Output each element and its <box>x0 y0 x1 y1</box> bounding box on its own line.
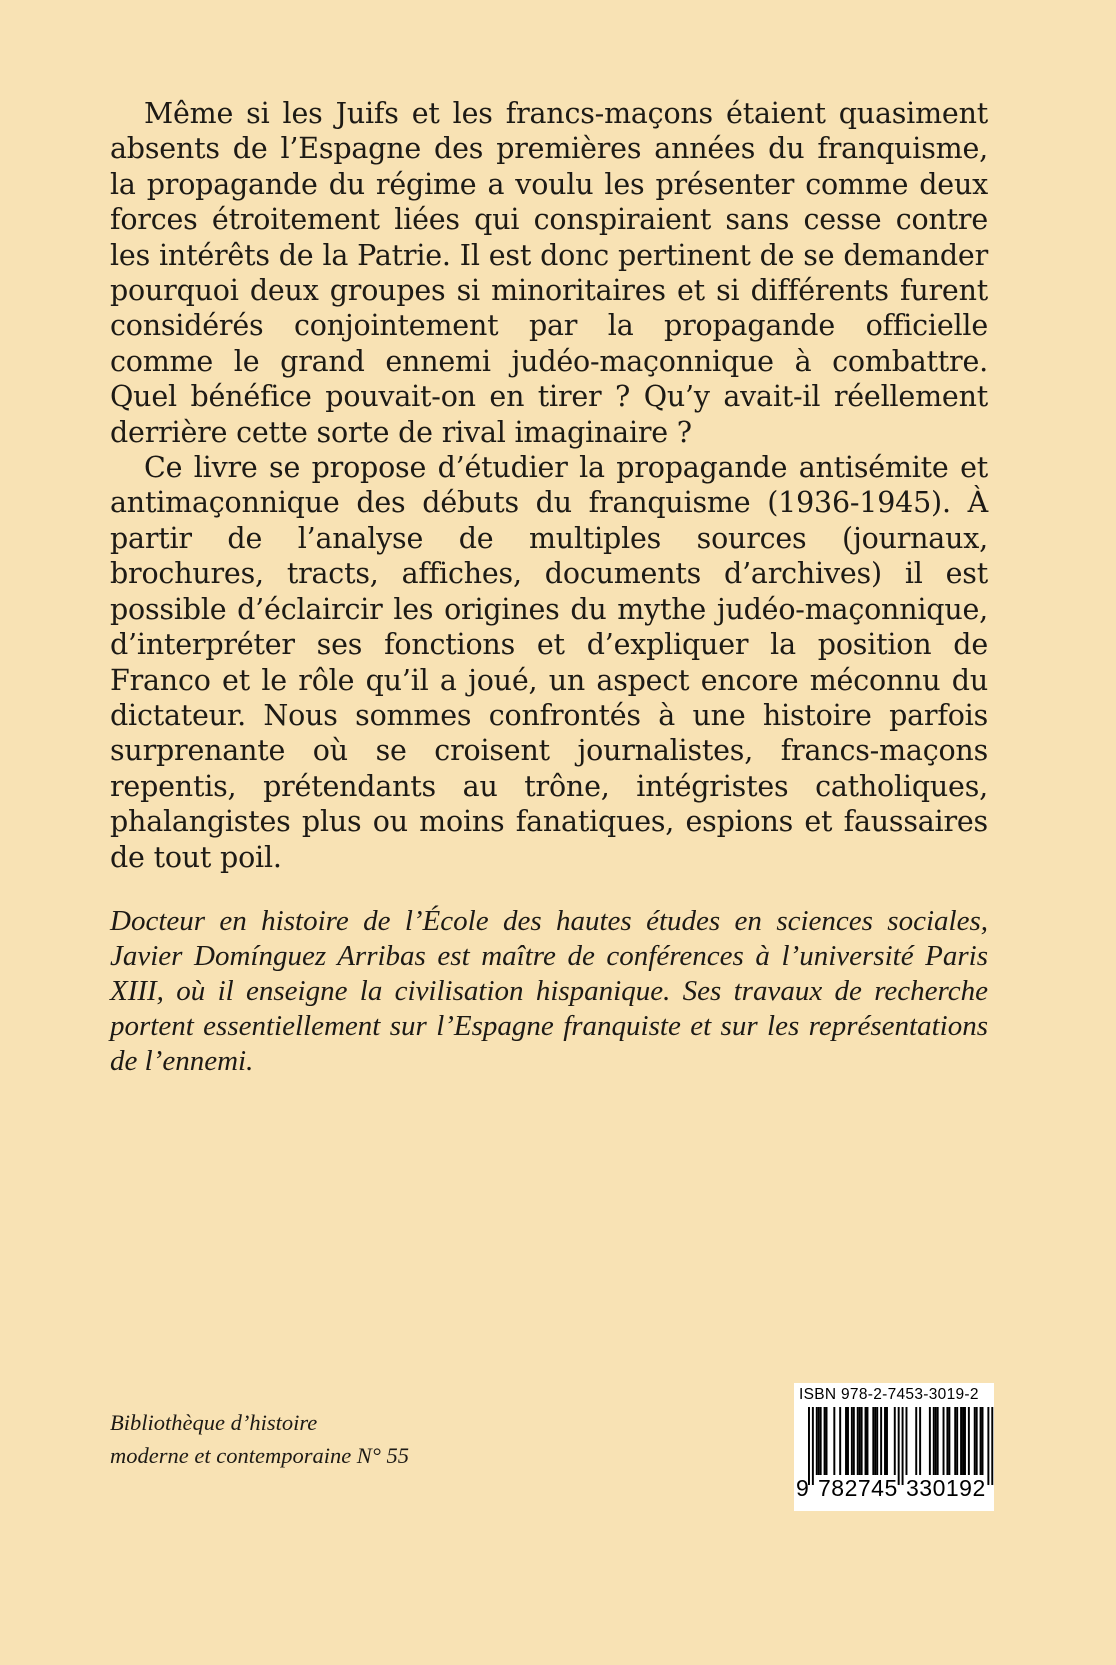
barcode-bar <box>906 1407 908 1475</box>
barcode-bar <box>898 1407 900 1485</box>
barcode-bar <box>962 1407 964 1475</box>
barcode-bar <box>946 1407 948 1475</box>
barcode-bar <box>872 1407 874 1475</box>
barcode-bar <box>853 1407 855 1475</box>
series-title <box>110 1406 630 1472</box>
barcode-bar <box>964 1407 966 1475</box>
barcode-bar <box>976 1407 978 1475</box>
barcode-bar <box>847 1407 849 1475</box>
isbn-label: ISBN 978-2-7453-3019-2 <box>799 1386 979 1403</box>
ean-right-digits: 330192 <box>906 1475 986 1501</box>
barcode-bar <box>816 1407 818 1475</box>
barcode-bar <box>915 1407 917 1475</box>
barcode-bar <box>865 1407 867 1475</box>
barcode-bar <box>824 1407 826 1475</box>
barcode-bar <box>859 1407 861 1475</box>
ean-left-digits: 782745 <box>818 1475 898 1501</box>
isbn-barcode <box>794 1383 994 1511</box>
series-line-2: moderne et contemporaine N° 55 <box>110 1443 409 1468</box>
ean-first-digit: 9 <box>796 1475 810 1501</box>
barcode-bar <box>826 1407 828 1475</box>
barcode-bar <box>857 1407 859 1475</box>
barcode-bar <box>884 1407 886 1475</box>
barcode-bar <box>933 1407 935 1475</box>
barcode-bar <box>943 1407 945 1475</box>
barcode-bar <box>948 1407 950 1475</box>
barcode-bar <box>839 1407 841 1475</box>
barcode-bar <box>867 1407 869 1475</box>
barcode-bar <box>929 1407 931 1475</box>
barcode-bar <box>880 1407 882 1475</box>
barcode-bar <box>886 1407 888 1475</box>
barcode-bar <box>956 1407 958 1475</box>
barcode-bar <box>982 1407 984 1475</box>
barcode-bar <box>968 1407 970 1475</box>
blurb-paragraph-2: Ce livre se propose d’étudier la propagande antisémite et antimaçonnique des débuts du franquisme (1936-1945). À partir de l’analyse de multiples sources (journaux, brochures, tracts, affiches, documents d’archives) il est possible d’éclaircir les origines du mythe judéo-maçonnique, d’interpréter ses fonctions et d’expliquer la position de Franco et le rôle qu’il a joué, un aspect encore méconnu du dictateur. Nous sommes confrontés à une histoire parfois surprenante où se croisent journalistes, francs-maçons repentis, prétendants au trône, intégristes catholiques, phalangistes plus ou moins fanatiques, espions et faussaires de tout poil. <box>110 451 988 874</box>
barcode-bar <box>991 1407 993 1485</box>
barcode-bar <box>919 1407 921 1475</box>
barcode-bar <box>987 1407 989 1485</box>
barcode-bar <box>820 1407 822 1475</box>
barcode-bar <box>935 1407 937 1475</box>
barcode-bar <box>974 1407 976 1475</box>
barcode-bar <box>818 1407 820 1475</box>
barcode-bar <box>808 1407 810 1485</box>
barcode-bar <box>861 1407 863 1475</box>
back-cover-blurb <box>110 96 988 875</box>
barcode-bar <box>833 1407 835 1475</box>
barcode-bar <box>980 1407 982 1475</box>
barcode-bar <box>876 1407 878 1475</box>
author-bio: Docteur en histoire de l’École des hautes études en sciences sociales, Javier Domínguez Arribas est maître de conférences à l’université Paris XIII, où il enseigne la civilisation hispanique. Ses travaux de recherche portent essentiellement sur l’Espagne franquiste et sur les représentations de l’ennemi. <box>110 905 988 1077</box>
barcode-bar <box>902 1407 904 1485</box>
barcode-bar <box>812 1407 814 1485</box>
barcode-bar <box>937 1407 939 1475</box>
series-line-1: Bibliothèque d’histoire <box>110 1410 318 1435</box>
barcode-bar <box>894 1407 896 1475</box>
barcode-bar <box>954 1407 956 1475</box>
barcode-bar <box>851 1407 853 1475</box>
barcode-bar <box>960 1407 962 1475</box>
ean-digits <box>794 1475 994 1505</box>
barcode-bar <box>874 1407 876 1475</box>
barcode-bar <box>845 1407 847 1475</box>
blurb-paragraph-1: Même si les Juifs et les francs-maçons étaient quasiment absents de l’Espagne des premières années du franquisme, la propagande du régime a voulu les présenter comme deux forces étroitement liées qui conspiraient sans cesse contre les intérêts de la Patrie. Il est donc pertinent de se demander pourquoi deux groupes si minoritaires et si différents furent considérés conjointement par la propagande officielle comme le grand ennemi judéo-maçonnique à combattre. Quel bénéfice pouvait-on en tirer ? Qu’y avait-il réellement derrière cette sorte de rival imaginaire ? <box>110 97 988 449</box>
